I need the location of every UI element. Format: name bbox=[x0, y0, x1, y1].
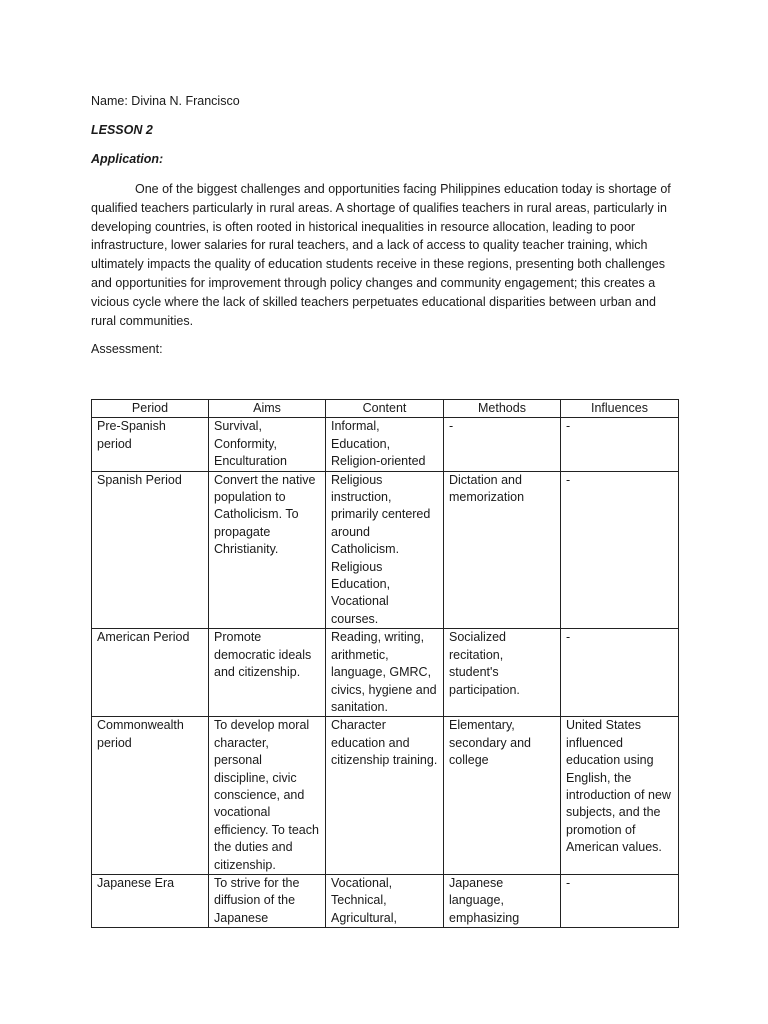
cell-methods: Dictation and memorization bbox=[444, 471, 561, 629]
cell-content: Informal, Education, Religion-oriented bbox=[326, 418, 444, 471]
cell-aims: To develop moral character, personal discipline, civic conscience, and vocational efficiency. To teach the duties and citizenship. bbox=[209, 717, 326, 875]
cell-methods: Socialized recitation, student's participation. bbox=[444, 629, 561, 717]
cell-content: Character education and citizenship training. bbox=[326, 717, 444, 875]
header-influences: Influences bbox=[561, 400, 679, 418]
assessment-heading: Assessment: bbox=[91, 342, 163, 356]
lesson-title: LESSON 2 bbox=[91, 123, 153, 137]
cell-influences: - bbox=[561, 874, 679, 927]
application-heading: Application: bbox=[91, 152, 164, 166]
cell-aims: Promote democratic ideals and citizenship. bbox=[209, 629, 326, 717]
header-aims: Aims bbox=[209, 400, 326, 418]
cell-influences: - bbox=[561, 418, 679, 471]
table-row bbox=[92, 629, 679, 717]
cell-influences: - bbox=[561, 471, 679, 629]
cell-influences: United States influenced education using English, the introduction of new subjects, and the promotion of American values. bbox=[561, 717, 679, 875]
header-period: Period bbox=[92, 400, 209, 418]
cell-period: Pre-Spanish period bbox=[92, 418, 209, 471]
assessment-table bbox=[91, 399, 679, 928]
cell-content: Vocational, Technical, Agricultural, bbox=[326, 874, 444, 927]
cell-aims: Convert the native population to Catholicism. To propagate Christianity. bbox=[209, 471, 326, 629]
cell-content: Religious instruction, primarily centered around Catholicism. Religious Education, Vocational courses. bbox=[326, 471, 444, 629]
table-row bbox=[92, 471, 679, 629]
header-methods: Methods bbox=[444, 400, 561, 418]
header-content: Content bbox=[326, 400, 444, 418]
application-paragraph: One of the biggest challenges and opportunities facing Philippines education today is shortage of qualified teachers particularly in rural areas. A shortage of qualifies teachers in rural areas, particularly in developing countries, is often rooted in historical inequalities in resource allocation, leading to poor infrastructure, lower salaries for rural teachers, and a lack of access to quality teacher training, which ultimately impacts the quality of education students receive in these regions, presenting both challenges and opportunities for improvement through policy changes and community engagement; this creates a vicious cycle where the lack of skilled teachers perpetuates educational disparities between urban and rural communities. bbox=[91, 182, 671, 328]
cell-period: Commonwealth period bbox=[92, 717, 209, 875]
table-row bbox=[92, 717, 679, 875]
cell-aims: Survival, Conformity, Enculturation bbox=[209, 418, 326, 471]
cell-methods: - bbox=[444, 418, 561, 471]
student-name: Name: Divina N. Francisco bbox=[91, 94, 240, 108]
cell-methods: Elementary, secondary and college bbox=[444, 717, 561, 875]
cell-period: Japanese Era bbox=[92, 874, 209, 927]
cell-methods: Japanese language, emphasizing bbox=[444, 874, 561, 927]
table-row bbox=[92, 874, 679, 927]
cell-aims: To strive for the diffusion of the Japanese bbox=[209, 874, 326, 927]
table-row bbox=[92, 418, 679, 471]
cell-period: Spanish Period bbox=[92, 471, 209, 629]
cell-content: Reading, writing, arithmetic, language, GMRC, civics, hygiene and sanitation. bbox=[326, 629, 444, 717]
cell-period: American Period bbox=[92, 629, 209, 717]
table-header-row bbox=[92, 400, 679, 418]
cell-influences: - bbox=[561, 629, 679, 717]
